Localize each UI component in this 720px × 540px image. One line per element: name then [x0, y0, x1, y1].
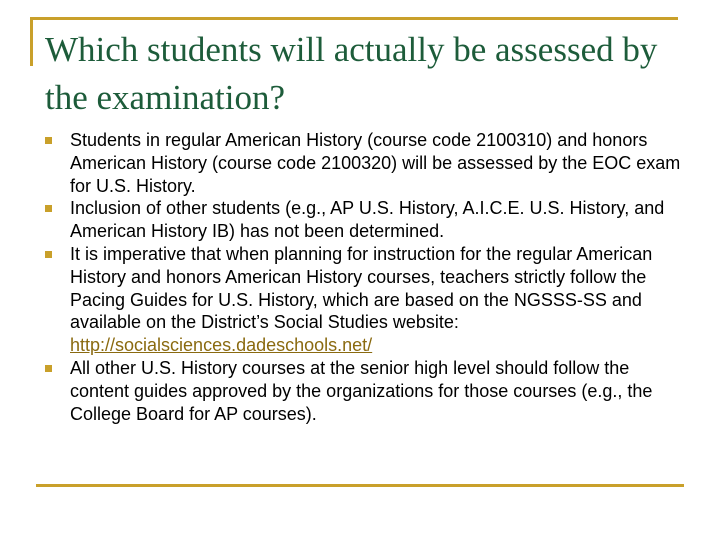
square-bullet-icon	[45, 137, 52, 144]
left-rule	[30, 17, 33, 66]
social-sciences-link[interactable]: http://socialsciences.dadeschools.net/	[70, 335, 373, 356]
square-bullet-icon	[45, 205, 52, 212]
bullet-text: Students in regular American History (course code 2100310) and honors American History (course code 2100320) will be assessed by the EOC exam for U.S. History.	[70, 130, 681, 196]
list-item	[45, 129, 685, 197]
bullet-text: Inclusion of other students (e.g., AP U.S. History, A.I.C.E. U.S. History, and American History IB) has not been determined.	[70, 198, 665, 242]
bullet-text: It is imperative that when planning for instruction for the regular American History and honors American History courses, teachers strictly follow the Pacing Guides for U.S. History, which are based on the NGSSS-SS and available on the District’s Social Studies website:	[70, 243, 658, 333]
square-bullet-icon	[45, 251, 52, 258]
slide-title: Which students will actually be assessed by the examination?	[45, 30, 658, 117]
list-item	[45, 197, 685, 243]
list-item	[45, 357, 685, 425]
bullet-list	[45, 129, 685, 425]
square-bullet-icon	[45, 365, 52, 372]
top-rule	[30, 17, 678, 20]
list-item	[45, 243, 685, 357]
bullet-text: All other U.S. History courses at the senior high level should follow the content guides approved by the organizations for those courses (e.g., the College Board for AP courses).	[70, 357, 653, 424]
bottom-rule	[36, 484, 684, 487]
